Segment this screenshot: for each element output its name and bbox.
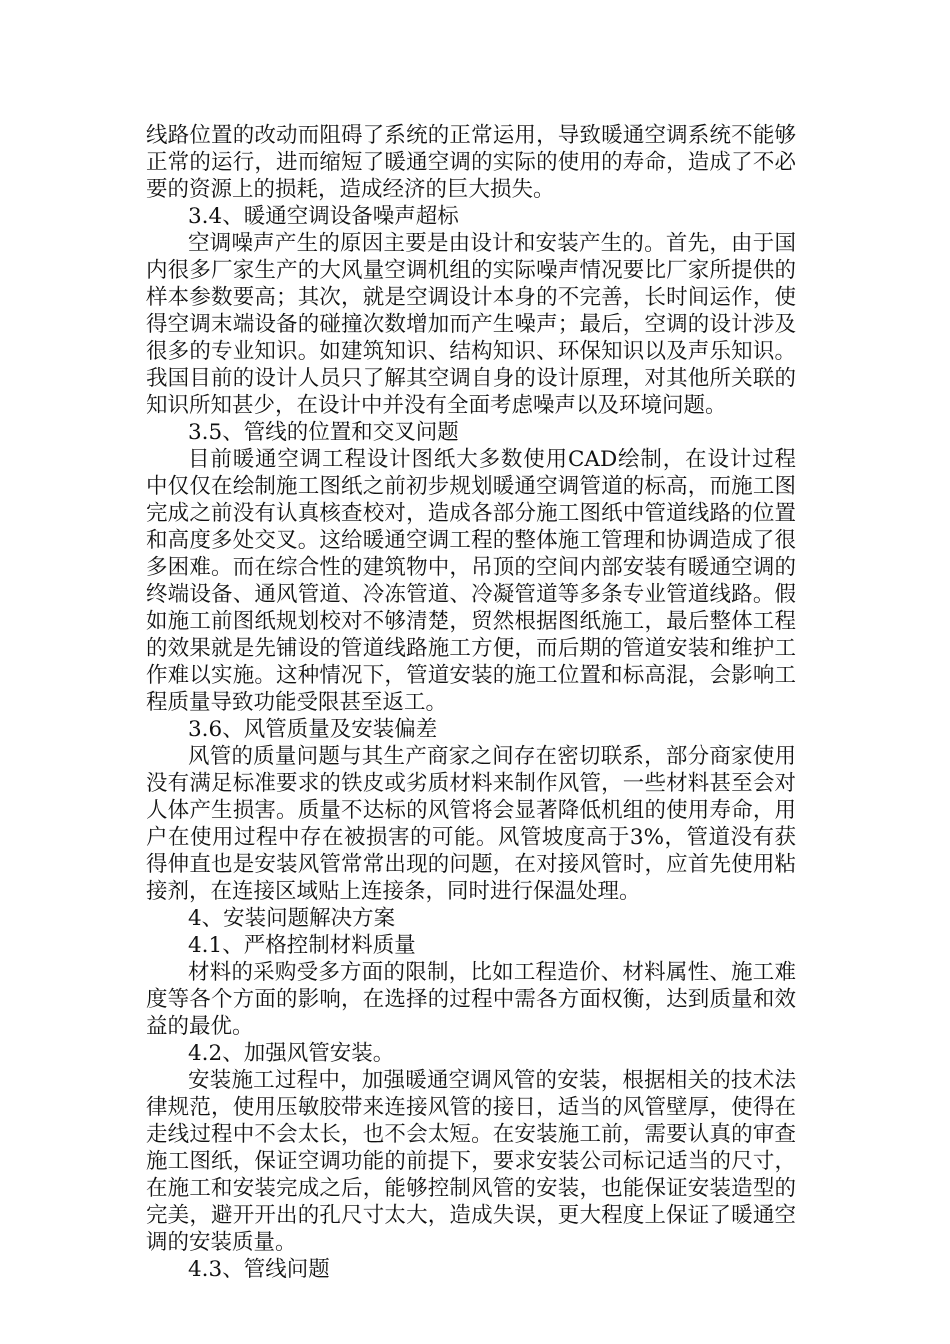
paragraph-pipeline: 目前暖通空调工程设计图纸大多数使用CAD绘制，在设计过程中仅仅在绘制施工图纸之前初步规划暖通空调管道的标高，而施工图完成之前没有认真核查校对，造成各部分施工图纸中管道线路的位置和高度多处交叉。这给暖通空调工程的整体施工管理和协调造成了很多困难。而在综合性的建筑物中，吊顶的空间内部安装有暖通空调的终端设备、通风管道、冷冻管道、冷凝管道等多条专业管道线路。假如施工前图纸规划校对不够清楚，贸然根据图纸施工，最后整体工程的效果就是先铺设的管道线路施工方便，而后期的管道安装和维护工作难以实施。这种情况下，管道安装的施工位置和标高混，会影响工程质量导致功能受限甚至返工。	[146, 447, 796, 715]
section-heading-4: 4、安装问题解决方案	[188, 906, 396, 931]
section-heading-3-6: 3.6、风管质量及安装偏差	[188, 717, 438, 742]
section-heading-4-2: 4.2、加强风管安装。	[188, 1041, 395, 1066]
section-heading-4-3: 4.3、管线问题	[188, 1257, 330, 1282]
section-heading-3-5: 3.5、管线的位置和交叉问题	[188, 420, 459, 445]
section-heading-3-4: 3.4、暖通空调设备噪声超标	[188, 204, 459, 229]
section-heading-4-1: 4.1、严格控制材料质量	[188, 933, 416, 958]
paragraph-noise: 空调噪声产生的原因主要是由设计和安装产生的。首先，由于国内很多厂家生产的大风量空调机组的实际噪声情况要比厂家所提供的样本参数要高；其次，就是空调设计本身的不完善，长时间运作，使得空调末端设备的碰撞次数增加而产生噪声；最后，空调的设计涉及很多的专业知识。如建筑知识、结构知识、环保知识以及声乐知识。我国目前的设计人员只了解其空调自身的设计原理，对其他所关联的知识所知甚少，在设计中并没有全面考虑噪声以及环境问题。	[146, 231, 796, 418]
document-page	[146, 122, 796, 1283]
paragraph-continuation: 线路位置的改动而阻碍了系统的正常运用，导致暖通空调系统不能够正常的运行，进而缩短了暖通空调的实际的使用的寿命，造成了不必要的资源上的损耗，造成经济的巨大损失。	[146, 123, 796, 202]
paragraph-duct-quality: 风管的质量问题与其生产商家之间存在密切联系，部分商家使用没有满足标准要求的铁皮或劣质材料来制作风管，一些材料甚至会对人体产生损害。质量不达标的风管将会显著降低机组的使用寿命，用户在使用过程中存在被损害的可能。风管坡度高于3%，管道没有获得伸直也是安装风管常常出现的问题，在对接风管时，应首先使用粘接剂，在连接区域贴上连接条，同时进行保温处理。	[146, 744, 796, 904]
paragraph-duct-install: 安装施工过程中，加强暖通空调风管的安装，根据相关的技术法律规范，使用压敏胶带来连接风管的接日，适当的风管壁厚，使得在走线过程中不会太长，也不会太短。在安装施工前，需要认真的审查施工图纸，保证空调功能的前提下，要求安装公司标记适当的尺寸，在施工和安装完成之后，能够控制风管的安装，也能保证安装造型的完美，避开开出的孔尺寸太大，造成失误，更大程度上保证了暖通空调的安装质量。	[146, 1068, 796, 1255]
paragraph-material: 材料的采购受多方面的限制，比如工程造价、材料属性、施工难度等各个方面的影响，在选择的过程中需各方面权衡，达到质量和效益的最优。	[146, 960, 796, 1039]
